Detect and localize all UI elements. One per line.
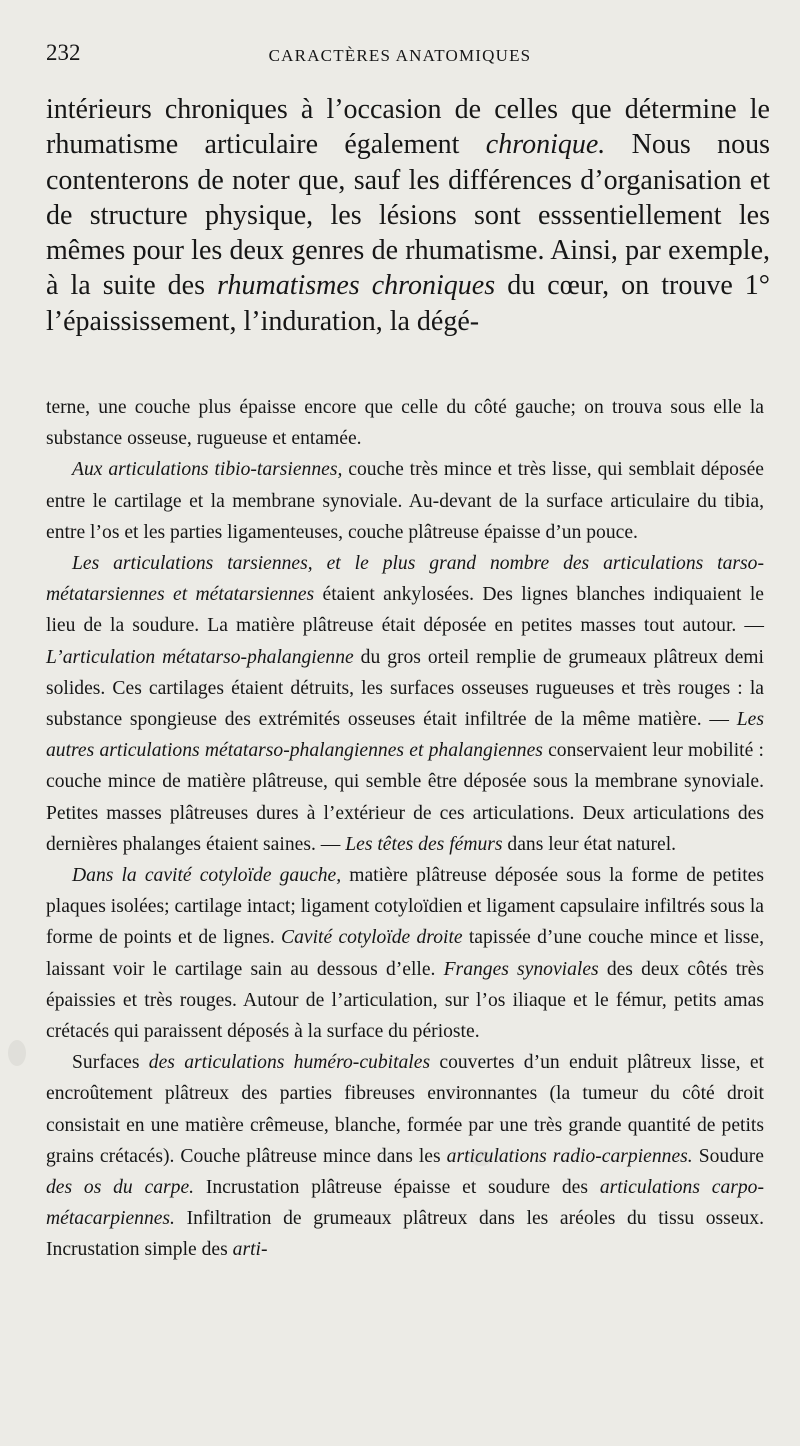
text-run: Infiltration de grumeaux plâtreux dans les aréoles du tissu osseux. Incrustation simple des [46, 1208, 764, 1261]
italic-run: articulations radio-carpiennes. [446, 1145, 693, 1167]
text-run: Surfaces [72, 1052, 149, 1074]
text-run: tapissée d’une couche mince et lisse, laissant voir le cartilage sain au dessous d’elle. [46, 927, 764, 980]
italic-run: Dans la cavité cotyloïde gauche, [72, 865, 342, 887]
italic-run: des articulations huméro-cubitales [148, 1052, 431, 1074]
page-number: 232 [46, 40, 81, 65]
paragraph-2 [46, 454, 764, 548]
text-run: couvertes d’un enduit plâtreux lisse, et encroûtement plâtreux des parties fibreuses environnantes (la tumeur du côté droit consistait en une matière crêmeuse, blanche, formée par une très grande quantité de petits grains crétacés). Couche plâtreuse mince dans les [46, 1052, 764, 1167]
upper-text-block [46, 92, 770, 339]
italic-run: Franges synoviales [443, 958, 599, 980]
page-header [46, 40, 754, 72]
lower-text-block [46, 392, 764, 1266]
text-run: Nous nous contenterons de noter que, sauf les différences d’organisation et de structure physique, les lésions sont esssentiellement les mêmes pour les deux genres de rhumatisme. Ainsi, par exemple, à la suite des [46, 129, 771, 302]
text-run: Soudure [692, 1145, 764, 1167]
text-run: couche très mince et très lisse, qui semblait déposée entre le cartilage et la membrane synoviale. Au-devant de la surface articulaire du tibia, entre l’os et les parties ligamenteuses, couche plâtreuse épaisse d’un pouce. [46, 459, 764, 543]
italic-run: chronique. [485, 129, 606, 161]
running-title: CARACTÈRES ANATOMIQUES [268, 46, 532, 65]
italic-run: Les autres articulations métatarso-phalangiennes et phalangiennes [46, 709, 764, 762]
text-run: étaient ankylosées. Des lignes blanches indiquaient le lieu de la soudure. La matière plâtreuse était déposée en petites masses tout autour. — [46, 584, 764, 637]
text-run: matière plâtreuse déposée sous la forme de petites plaques isolées; cartilage intact; ligament cotyloïdien et ligament capsulaire infiltrés sous la forme de points et de lignes. [46, 865, 764, 949]
text-run: Incrustation plâtreuse épaisse et soudure des [194, 1177, 600, 1199]
paper-stain [8, 1040, 26, 1066]
italic-run: L’articulation métatarso-phalangienne [46, 646, 354, 668]
italic-run: Les articulations tarsiennes, et le plus grand nombre des articulations tarso-métatarsiennes et métatarsiennes [46, 553, 764, 606]
italic-run: Aux articulations tibio-tarsiennes, [72, 459, 343, 481]
text-run: du cœur, on trouve 1° l’épaississement, l’induration, la dégé- [46, 270, 771, 337]
text-run: du gros orteil remplie de grumeaux plâtreux demi solides. Ces cartilages étaient détruits, les surfaces osseuses rugueuses et très rouges : la substance spongieuse des extrémités osseuses était infiltrée de la même matière. — [46, 646, 764, 731]
upper-paragraph [46, 92, 770, 339]
italic-run: des os du carpe. [46, 1177, 195, 1199]
text-run: des deux côtés très épaissies et très rouges. Autour de l’articulation, sur l’os iliaque et le fémur, petits amas crétacés qui paraissent déposés à la surface du périoste. [46, 958, 765, 1043]
italic-run: articulations carpo-métacarpiennes. [46, 1177, 764, 1230]
paragraph-5 [46, 1047, 764, 1265]
paragraph-3 [46, 548, 764, 860]
italic-run: rhumatismes chroniques [217, 270, 496, 302]
text-run: dans leur état naturel. [502, 833, 677, 855]
text-run: terne, une couche plus épaisse encore que celle du côté gauche; on trouva sous elle la substance osseuse, rugueuse et entamée. [46, 397, 764, 450]
italic-run: Les têtes des fémurs [345, 833, 503, 855]
paragraph-4 [46, 860, 764, 1047]
text-run: intérieurs chroniques à l’occasion de celles que détermine le rhumatisme articulaire également [46, 94, 770, 161]
italic-run: arti- [232, 1239, 268, 1261]
paragraph-1 [46, 392, 764, 454]
text-run: conservaient leur mobilité : couche mince de matière plâtreuse, qui semble être déposée sous la membrane synoviale. Petites masses plâtreuses dures à l’extérieur de ces articulations. Deux articulations des dernières phalanges étaient saines. — [46, 740, 764, 855]
italic-run: Cavité cotyloïde droite [281, 927, 463, 949]
